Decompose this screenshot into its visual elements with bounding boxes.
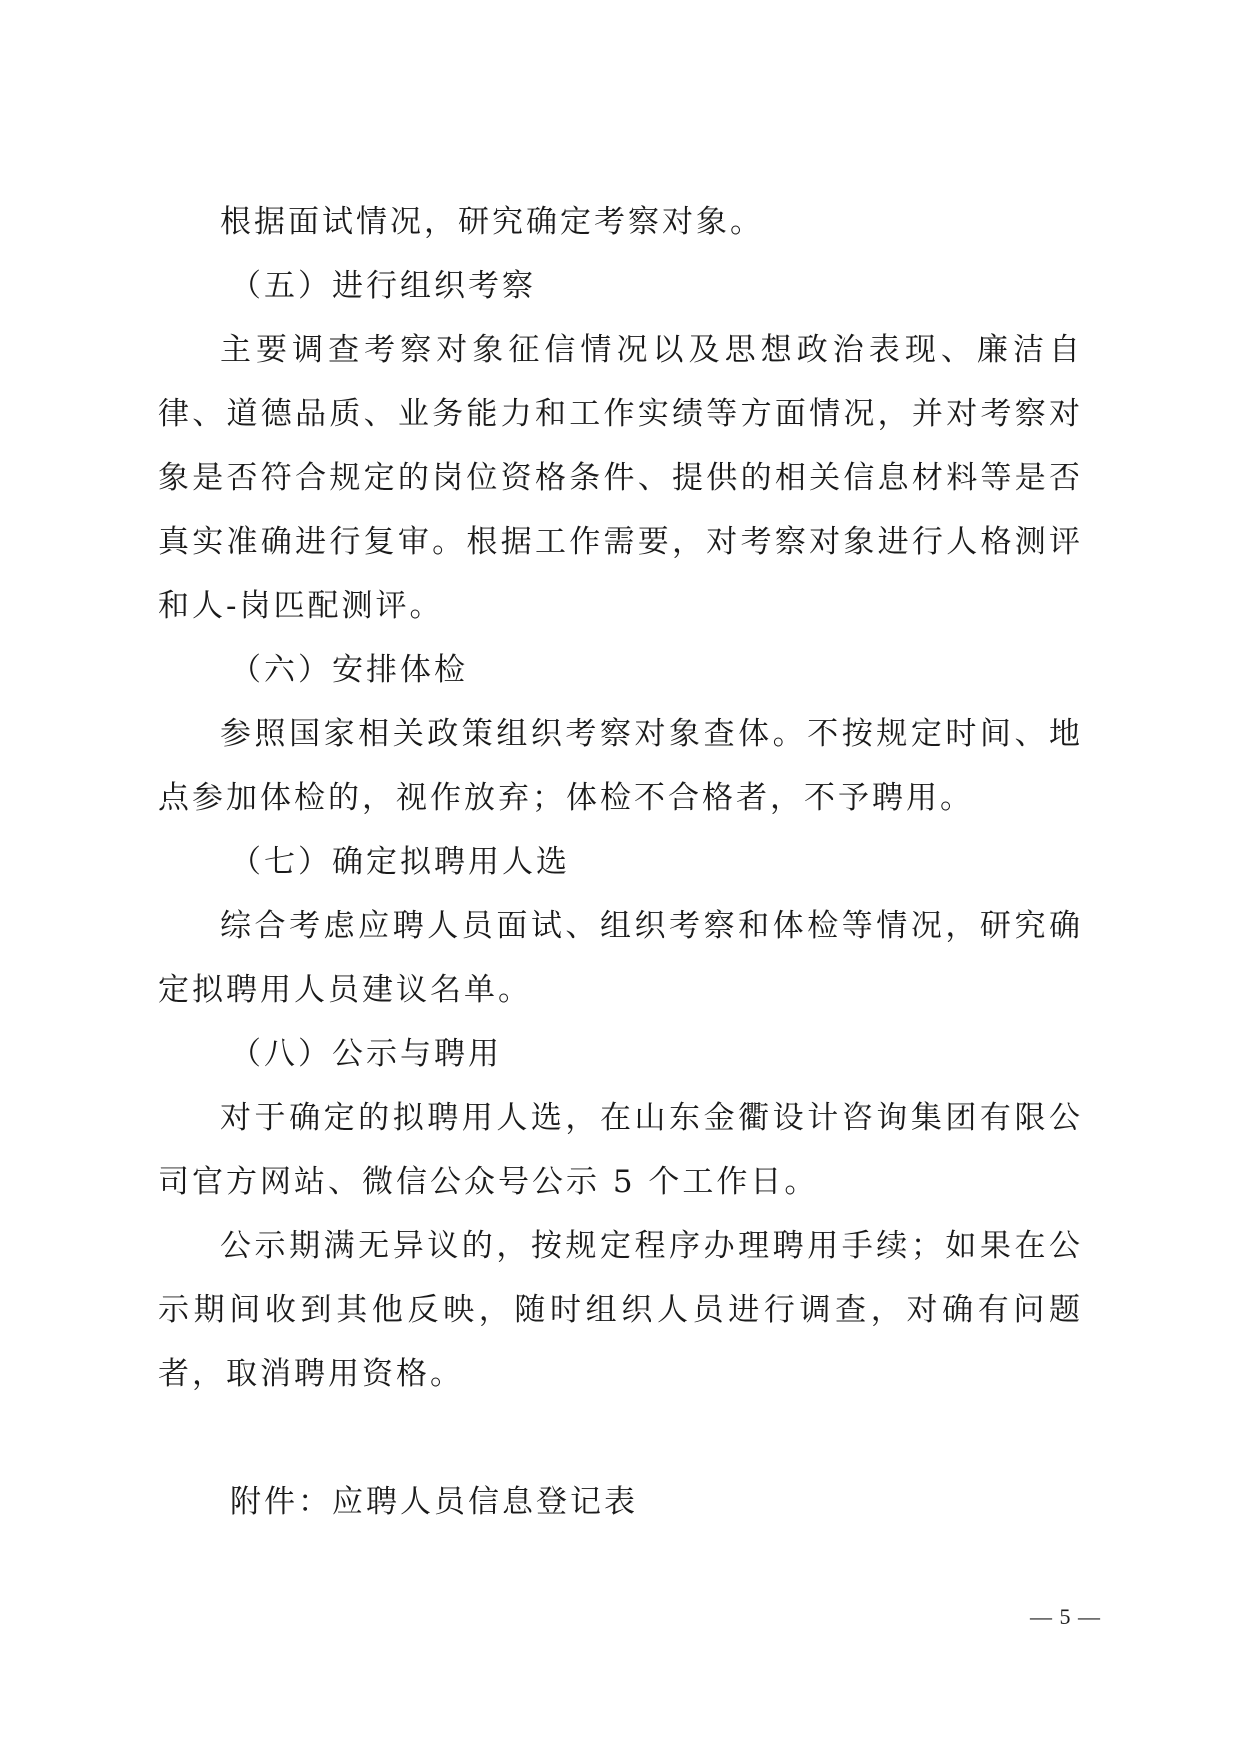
section-heading-6: （六）安排体检 [230,652,468,688]
section-heading-8: （八）公示与聘用 [230,1036,502,1072]
page-number: — 5 — [1030,1604,1101,1629]
paragraph-inspection: 主要调查考察对象征信情况以及思想政治表现、廉洁自律、道德品质、业务能力和工作实绩等方面情况，并对考察对象是否符合规定的岗位资格条件、提供的相关信息材料等是否真实准确进行复审。根据工作需要，对考察对象进行人格测评和人-岗匹配测评。 [158,332,1083,624]
paragraph-interview-result: 根据面试情况，研究确定考察对象。 [220,204,764,240]
section-heading-5: （五）进行组织考察 [230,268,536,304]
paragraph-publicity: 对于确定的拟聘用人选，在山东金衢设计咨询集团有限公司官方网站、微信公众号公示 5 个工作日。 [158,1100,1083,1200]
attachment-line: 附件：应聘人员信息登记表 [230,1484,638,1520]
paragraph-medical-exam: 参照国家相关政策组织考察对象查体。不按规定时间、地点参加体检的，视作放弃；体检不合格者，不予聘用。 [158,716,1083,816]
section-heading-7: （七）确定拟聘用人选 [230,844,570,880]
document-body [158,190,1083,1534]
paragraph-candidate-selection: 综合考虑应聘人员面试、组织考察和体检等情况，研究确定拟聘用人员建议名单。 [158,908,1083,1008]
paragraph-hiring-procedure: 公示期满无异议的，按规定程序办理聘用手续；如果在公示期间收到其他反映，随时组织人员进行调查，对确有问题者，取消聘用资格。 [158,1228,1083,1392]
